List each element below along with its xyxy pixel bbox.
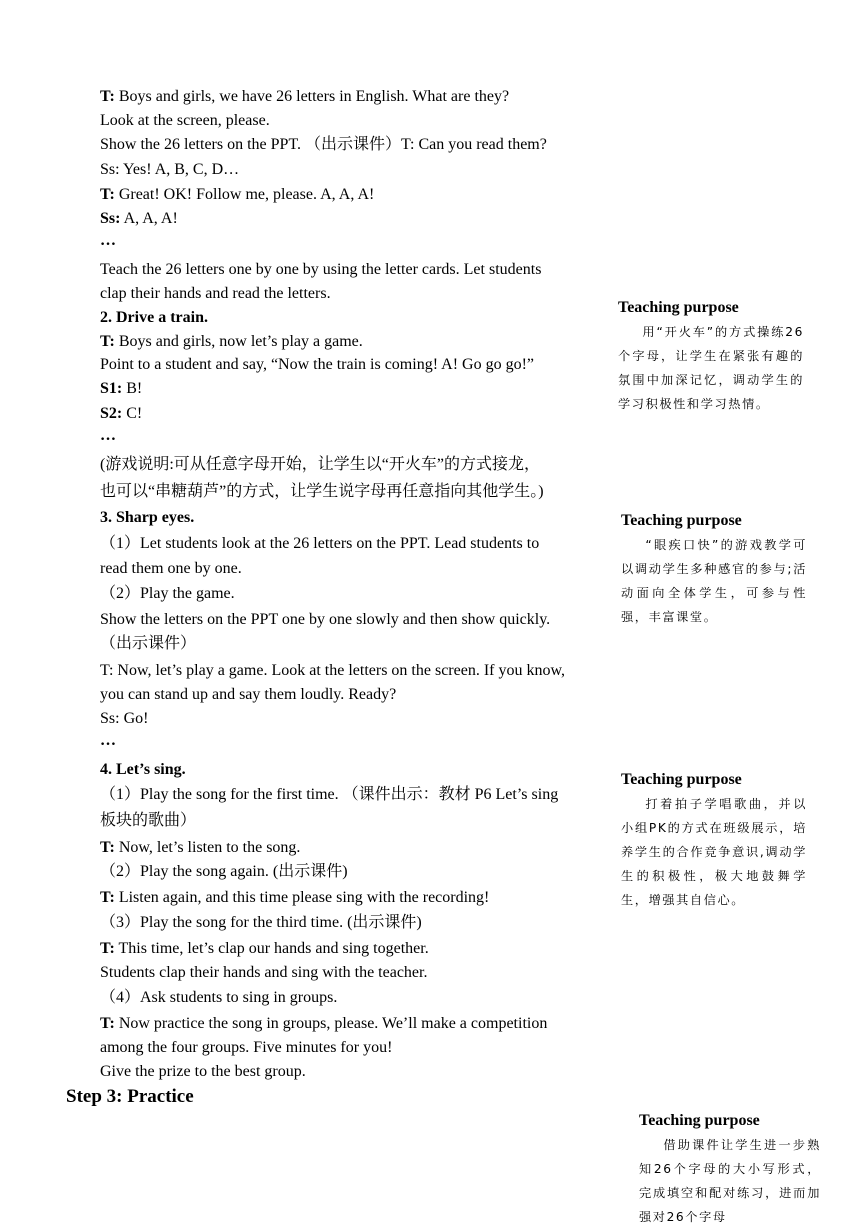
dialogue-line	[100, 939, 429, 959]
note-body: 打着拍子学唱歌曲，并以小组PK的方式在班级展示，培养学生的合作竞争意识,调动学生的积极性，极大地鼓舞学生，增强其自信心。	[621, 797, 807, 907]
text-line: （1）Play the song for the first time. （课件出示：教材 P6 Let’s sing	[100, 786, 559, 803]
text-line: （3）Play the song for the third time. (出示课件)	[100, 914, 422, 931]
line-text: B!	[122, 380, 143, 397]
speaker-label: S1:	[100, 380, 123, 397]
text-line: Students clap their hands and sing with the teacher.	[100, 964, 428, 981]
text-line: you can stand up and say them loudly. Ready?	[100, 686, 397, 703]
line-text: Boys and girls, we have 26 letters in English. What are they?	[114, 88, 510, 105]
note-body: 借助课件让学生进一步熟知26个字母的大小写形式，完成填空和配对练习，进而加强对26个字母	[639, 1138, 821, 1224]
text-line: among the four groups. Five minutes for you!	[100, 1039, 393, 1056]
section-heading-sharp-eyes: 3. Sharp eyes.	[100, 509, 195, 526]
note-title: Teaching purpose	[639, 1112, 760, 1129]
text-line: （1）Let students look at the 26 letters on the PPT. Lead students to	[100, 535, 540, 552]
line-text: A, A, A!	[120, 210, 178, 227]
note-title: Teaching purpose	[618, 299, 739, 316]
ellipsis: …	[100, 427, 116, 444]
teaching-purpose-note	[621, 770, 807, 912]
line-text: C!	[122, 405, 143, 422]
speaker-label: T:	[100, 88, 115, 105]
text-line: （2）Play the song again. (出示课件)	[100, 863, 348, 880]
text-line: Show the letters on the PPT one by one slowly and then show quickly.	[100, 611, 551, 628]
ellipsis: …	[100, 232, 116, 249]
line-text: Great! OK! Follow me, please. A, A, A!	[114, 186, 375, 203]
line-text: Now practice the song in groups, please. We’ll make a competition	[114, 1015, 548, 1032]
text-line: 也可以“串糖葫芦”的方式，让学生说字母再任意指向其他学生。)	[100, 483, 544, 500]
dialogue-line	[100, 838, 300, 858]
note-body: 用“开火车”的方式操练26个字母，让学生在紧张有趣的氛围中加深记忆，调动学生的学习积极性和学习热情。	[618, 325, 804, 411]
speaker-label: T:	[100, 839, 115, 856]
text-line: read them one by one.	[100, 560, 242, 577]
ellipsis: …	[100, 732, 116, 749]
text-line: Show the 26 letters on the PPT. （出示课件）T: Can you read them?	[100, 136, 547, 153]
text-line: Teach the 26 letters one by one by using the letter cards. Let students	[100, 261, 542, 278]
text-line: 板块的歌曲）	[100, 812, 197, 829]
text-line: Give the prize to the best group.	[100, 1063, 306, 1080]
note-title: Teaching purpose	[621, 512, 742, 529]
dialogue-line	[100, 379, 142, 399]
teaching-purpose-note	[639, 1111, 821, 1229]
text-line: T: Now, let’s play a game. Look at the letters on the screen. If you know,	[100, 662, 565, 679]
step-heading-practice: Step 3: Practice	[66, 1086, 194, 1107]
speaker-label: T:	[100, 889, 115, 906]
teaching-purpose-note	[618, 298, 804, 416]
line-text: Now, let’s listen to the song.	[114, 839, 301, 856]
text-line: Ss: Go!	[100, 710, 149, 727]
dialogue-line	[100, 185, 374, 205]
teaching-purpose-note	[621, 511, 807, 629]
section-heading-drive-a-train: 2. Drive a train.	[100, 309, 208, 326]
line-text: Boys and girls, now let’s play a game.	[114, 333, 363, 350]
dialogue-line	[100, 209, 178, 229]
dialogue-line	[100, 332, 363, 352]
dialogue-line	[100, 87, 509, 107]
section-heading-lets-sing: 4. Let’s sing.	[100, 761, 186, 778]
text-line: Ss: Yes! A, B, C, D…	[100, 161, 240, 178]
speaker-label: Ss:	[100, 210, 121, 227]
text-line: Point to a student and say, “Now the train is coming! A! Go go go!”	[100, 356, 534, 373]
speaker-label: T:	[100, 940, 115, 957]
dialogue-line	[100, 404, 142, 424]
note-body: “眼疾口快”的游戏教学可以调动学生多种感官的参与;活动面向全体学生，可参与性强，丰富课堂。	[621, 538, 807, 624]
text-line: （4）Ask students to sing in groups.	[100, 989, 338, 1006]
text-line: clap their hands and read the letters.	[100, 285, 331, 302]
dialogue-line	[100, 888, 489, 908]
text-line: （2）Play the game.	[100, 585, 235, 602]
speaker-label: T:	[100, 1015, 115, 1032]
note-title: Teaching purpose	[621, 771, 742, 788]
text-line: Look at the screen, please.	[100, 112, 270, 129]
speaker-label: S2:	[100, 405, 123, 422]
text-line: (游戏说明:可从任意字母开始，让学生以“开火车”的方式接龙，	[100, 456, 540, 473]
dialogue-line	[100, 1014, 547, 1034]
line-text: Listen again, and this time please sing with the recording!	[114, 889, 490, 906]
text-line: （出示课件）	[100, 635, 197, 652]
line-text: This time, let’s clap our hands and sing together.	[114, 940, 429, 957]
speaker-label: T:	[100, 186, 115, 203]
speaker-label: T:	[100, 333, 115, 350]
